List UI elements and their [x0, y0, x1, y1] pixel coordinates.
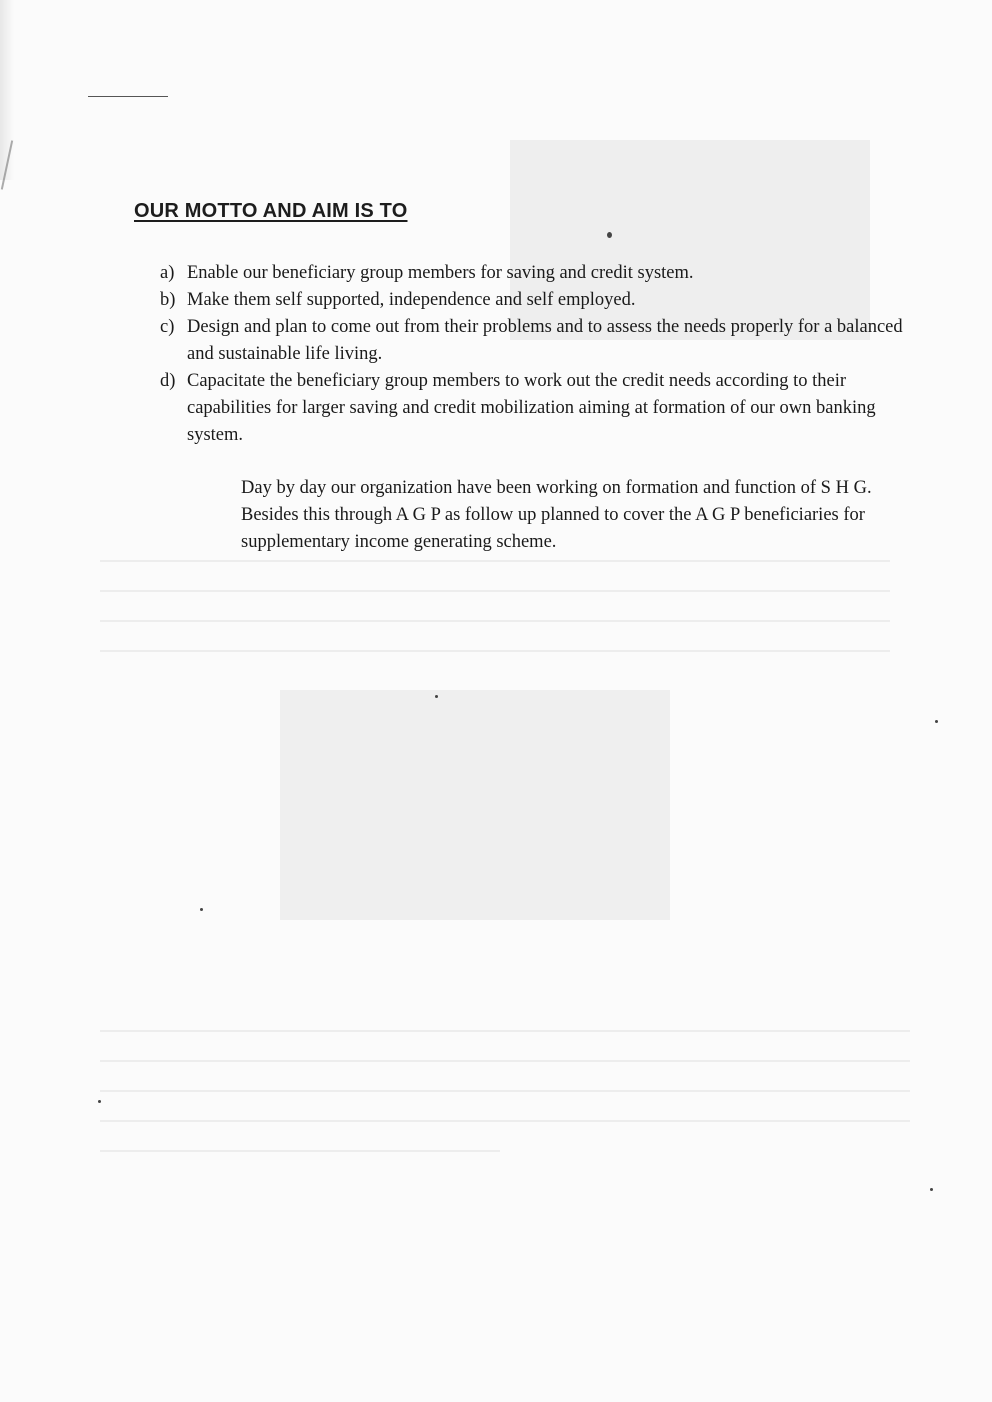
page-edge-shadow: [0, 0, 14, 180]
aim-list: [160, 260, 920, 449]
aim-item: [160, 287, 920, 314]
aim-marker: c): [160, 317, 175, 337]
bleed-through-photo: [280, 690, 670, 920]
aim-text: Capacitate the beneficiary group members to work out the credit needs according to their capabilities for larger saving and credit mobilization aiming at formation of our own banking system.: [187, 371, 876, 445]
motto-heading: OUR MOTTO AND AIM IS TO: [134, 200, 408, 222]
bleed-through-line: [100, 590, 890, 592]
bleed-through-line: [100, 1150, 500, 1152]
scan-speck: [200, 908, 203, 911]
bleed-through-line: [100, 1060, 910, 1062]
body-paragraph: Day by day our organization have been working on formation and function of S H G. Besides this through A G P as follow up planned to cover the A G P beneficiaries for supplementary income generating scheme.: [241, 478, 872, 552]
bleed-through-line: [100, 650, 890, 652]
aim-text: Enable our beneficiary group members for saving and credit system.: [187, 263, 694, 283]
scan-speck: [435, 695, 438, 698]
aim-item: [160, 368, 920, 449]
scan-speck: [935, 720, 938, 723]
bleed-through-line: [100, 1030, 910, 1032]
top-rule-line: [88, 96, 168, 97]
scan-speck: [98, 1100, 101, 1103]
bleed-through-line: [100, 560, 890, 562]
aim-marker: d): [160, 371, 176, 391]
bleed-through-line: [100, 620, 890, 622]
aim-marker: a): [160, 263, 175, 283]
bleed-through-line: [100, 1120, 910, 1122]
aim-text: Design and plan to come out from their problems and to assess the needs properly for a balanced and sustainable life living.: [187, 317, 903, 364]
scan-speck: [930, 1188, 933, 1191]
aim-text: Make them self supported, independence and self employed.: [187, 290, 636, 310]
scan-speck: [607, 232, 612, 238]
aim-marker: b): [160, 290, 176, 310]
bleed-through-line: [100, 1090, 910, 1092]
aim-item: [160, 314, 920, 368]
aim-item: [160, 260, 920, 287]
